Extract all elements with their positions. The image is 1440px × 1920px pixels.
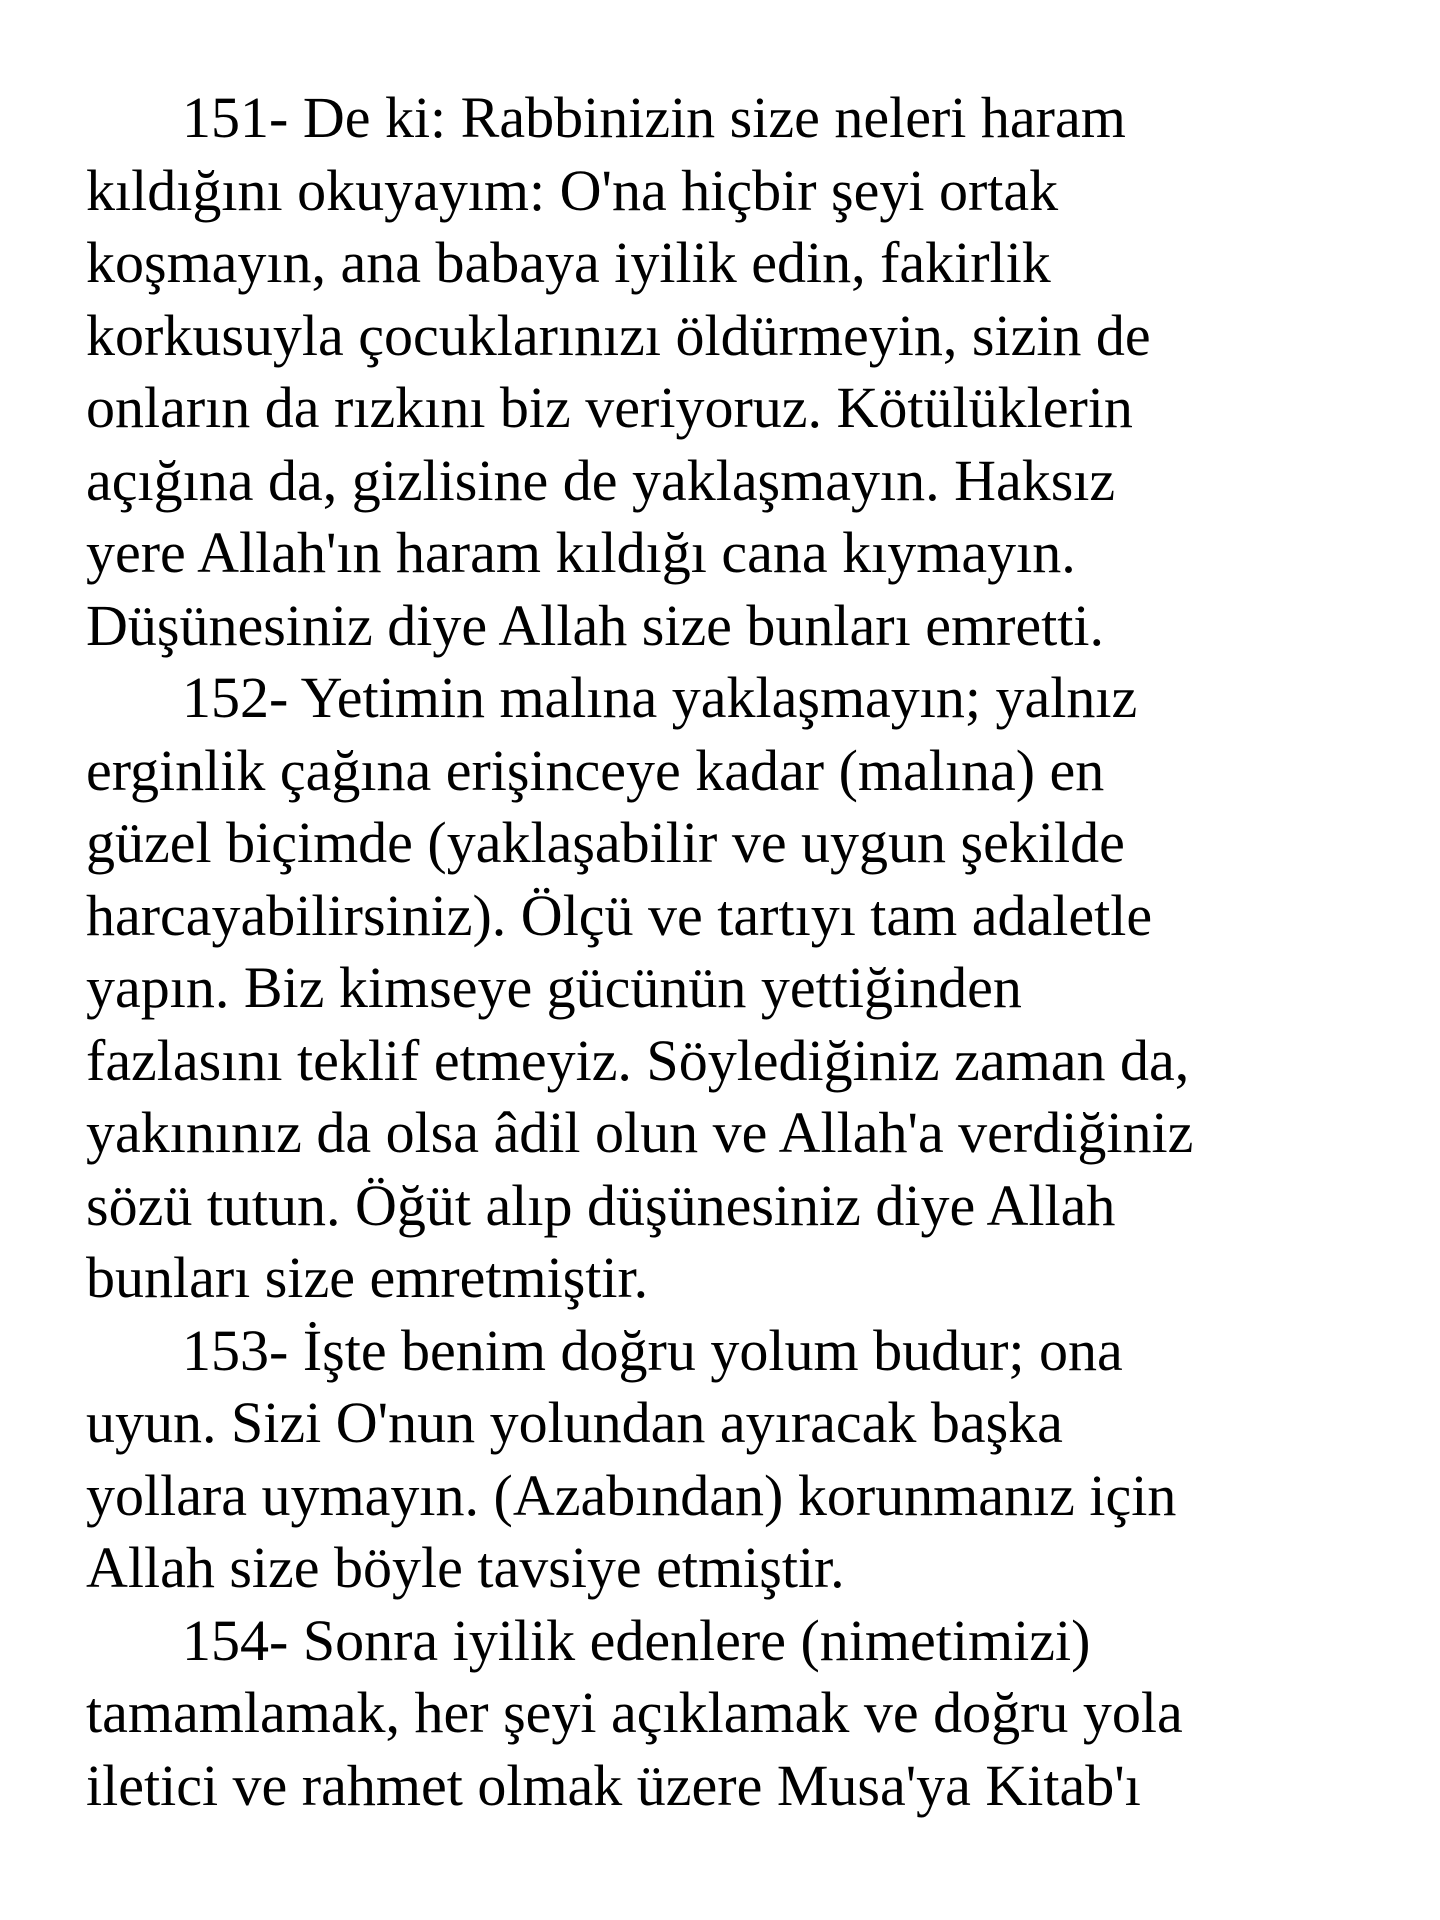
verse-line: erginlik çağına erişinceye kadar (malına) en xyxy=(86,737,1105,803)
verse-line: 154- Sonra iyilik edenlere (nimetimizi) xyxy=(182,1607,1091,1673)
verse-line: uyun. Sizi O'nun yolundan ayıracak başka xyxy=(86,1390,1063,1455)
verse-line: Allah size böyle tavsiye etmiştir. xyxy=(86,1535,845,1600)
verse-line: bunları size emretmiştir. xyxy=(86,1245,649,1310)
verse-154 xyxy=(86,1605,1386,1823)
verse-153 xyxy=(86,1315,1386,1605)
verse-line: kıldığını okuyayım: O'na hiçbir şeyi ortak xyxy=(86,157,1059,223)
verse-line: yollara uymayın. (Azabından) korunmanız için xyxy=(86,1462,1177,1528)
verse-line: 151- De ki: Rabbinizin size neleri haram xyxy=(182,85,1126,150)
verse-line: tamamlamak, her şeyi açıklamak ve doğru yola xyxy=(86,1680,1183,1745)
verse-line: açığına da, gizlisine de yaklaşmayın. Haksız xyxy=(86,447,1116,513)
verse-line: iletici ve rahmet olmak üzere Musa'ya Kitab'ı xyxy=(86,1752,1141,1818)
verse-line: koşmayın, ana babaya iyilik edin, fakirlik xyxy=(86,230,1051,295)
verse-line: 153- İşte benim doğru yolum budur; ona xyxy=(182,1317,1123,1383)
verse-line: güzel biçimde (yaklaşabilir ve uygun şekilde xyxy=(86,810,1125,875)
verse-151 xyxy=(86,82,1386,662)
verse-152 xyxy=(86,662,1386,1315)
verse-line: onların da rızkını biz veriyoruz. Kötülüklerin xyxy=(86,375,1133,440)
verse-line: yakınınız da olsa âdil olun ve Allah'a verdiğiniz xyxy=(86,1100,1194,1165)
verse-line: Düşünesiniz diye Allah size bunları emretti. xyxy=(86,592,1104,658)
verse-line: yere Allah'ın haram kıldığı cana kıymayın. xyxy=(86,520,1076,585)
verse-line: harcayabilirsiniz). Ölçü ve tartıyı tam adaletle xyxy=(86,882,1153,948)
verse-line: korkusuyla çocuklarınızı öldürmeyin, sizin de xyxy=(86,302,1151,368)
verse-line: fazlasını teklif etmeyiz. Söylediğiniz zaman da, xyxy=(86,1027,1190,1093)
verse-line: sözü tutun. Öğüt alıp düşünesiniz diye Allah xyxy=(86,1172,1116,1238)
verse-line: yapın. Biz kimseye gücünün yettiğinden xyxy=(86,955,1022,1020)
verse-line: 152- Yetimin malına yaklaşmayın; yalnız xyxy=(182,665,1138,730)
document-page xyxy=(86,82,1386,1822)
